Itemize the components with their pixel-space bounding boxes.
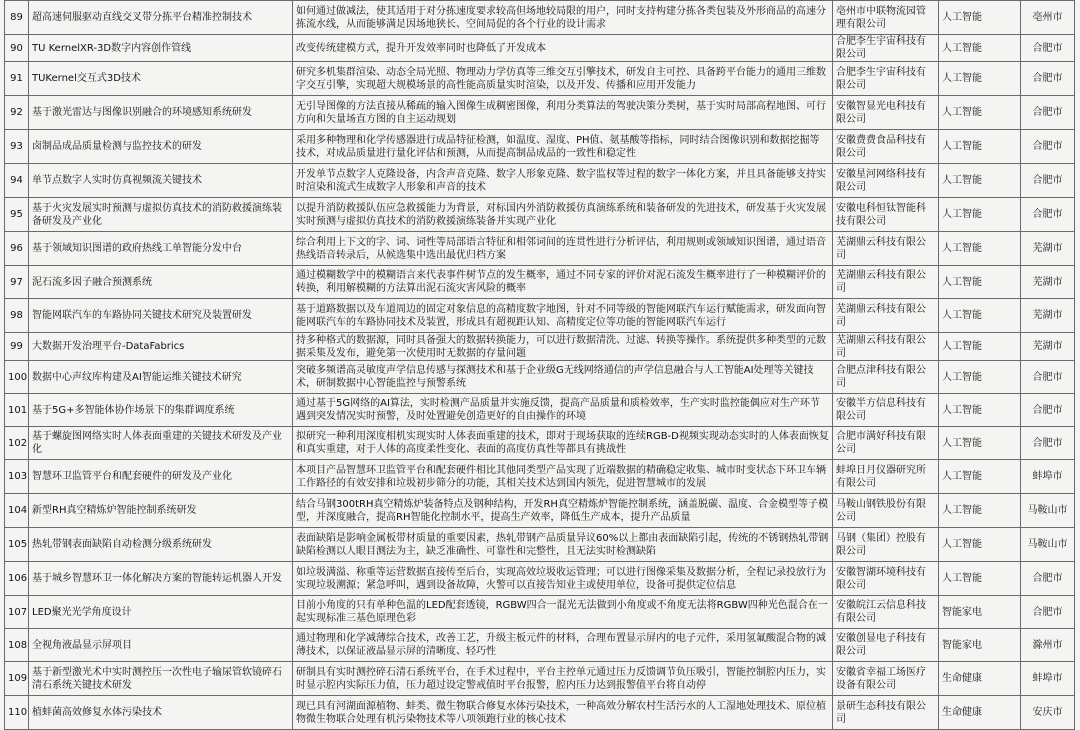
project-name — [29, 333, 293, 361]
project-table-body — [5, 1, 1075, 730]
project-name-text: 智慧环卫监管平台和配套硬件的研发及产业化 — [32, 471, 232, 482]
row-number-text: 106 — [8, 573, 28, 584]
city — [1021, 232, 1075, 266]
applicant-unit — [833, 130, 939, 164]
applicant-unit-text: 安徽星河网络科技有限公司 — [836, 168, 926, 193]
table-row — [5, 130, 1075, 164]
city — [1021, 130, 1075, 164]
project-description-text: 以提升消防救援队伍应急救援能力为背景，对标国内外消防救援仿真演练系统和装备研发的先进技术，研发基于火灾发展实时预测与虚拟仿真技术的消防救援演练装备并实现产业化 — [296, 202, 826, 227]
row-number — [5, 394, 29, 427]
row-number-text: 90 — [10, 42, 23, 54]
city-text: 亳州市 — [1032, 12, 1063, 23]
row-number-text: 96 — [10, 243, 23, 254]
technology-field-text: 人工智能 — [942, 73, 982, 84]
city — [1021, 696, 1075, 730]
technology-field-text: 人工智能 — [942, 209, 982, 220]
project-description-text: 通过模糊数学中的模糊语言来代表事件树节点的发生概率，通过不同专家的评价对泥石流发生概率进行了一种模糊评价的转换，利用解模糊的方法算出泥石流灾害风险的概率 — [296, 270, 826, 294]
city — [1021, 299, 1075, 333]
table-row — [5, 164, 1075, 198]
table-row — [5, 596, 1075, 629]
applicant-unit-text: 安徽电科恒钛智能科技有限公司 — [836, 202, 926, 227]
technology-field — [939, 596, 1021, 629]
project-description — [293, 198, 833, 232]
applicant-unit — [833, 361, 939, 394]
project-description-text: 无引导图像的方法直接从稀疏的输入图像生成稠密图像，利用分类算法的驾驶决策分类树，基于实时局部高程地图、可行方向和矢量场直方图的自主运动规划 — [296, 100, 826, 125]
applicant-unit-text: 蚌埠日月仪器研究所有限公司 — [836, 464, 926, 489]
table-row — [5, 629, 1075, 662]
project-name — [29, 427, 293, 460]
technology-field-text: 人工智能 — [942, 573, 982, 584]
project-name — [29, 1, 293, 35]
applicant-unit — [833, 266, 939, 299]
project-description-text: 表面缺陷是影响金属板带材质量的重要因素，热轧带钢产品质量异议60%以上都由表面缺陷引起，传统的不锈钢热轧带钢缺陷检测以人眼目测法为主，缺乏准确性、可靠性和完整性，且无法实时检测缺陷 — [296, 532, 829, 557]
applicant-unit-text: 马鞍山钢铁股份有限公司 — [836, 498, 926, 523]
applicant-unit-text: 芜湖鼎云科技有限公司 — [836, 236, 926, 261]
row-number-text: 93 — [10, 141, 23, 152]
technology-field-text: 人工智能 — [942, 141, 982, 152]
city-text: 滁州市 — [1032, 639, 1063, 651]
project-description-text: 改变传统建模方式，提升开发效率同时也降低了开发成本 — [296, 42, 546, 54]
project-description-text: 综合利用上下文的字、词、词性等局部语言特征和相邻词间的连贯性进行分析评估，利用规则或领域知识图谱，通过语音热线语音转录后，从候选集中选出最优归档方案 — [296, 236, 826, 261]
row-number — [5, 96, 29, 130]
technology-field-text: 人工智能 — [942, 371, 982, 383]
row-number-text: 99 — [10, 341, 23, 352]
technology-field — [939, 629, 1021, 662]
row-number — [5, 696, 29, 730]
project-name-text: 超高速伺服驱动直线交叉带分拣平台精准控制技术 — [32, 12, 252, 23]
applicant-unit — [833, 232, 939, 266]
project-description — [293, 232, 833, 266]
project-name — [29, 662, 293, 696]
project-description-text: 本项目产品智慧环卫监管平台和配套硬件相比其他同类型产品实现了近端数据的精确稳定收集、城市时变状态下环卫车辆工作路径的有效安排和垃圾初步筛分的功能，其相关技术达到国内领先，促进智慧城市的发展 — [296, 464, 826, 489]
city — [1021, 266, 1075, 299]
project-name-text: 数据中心声纹库构建及AI智能运维关键技术研究 — [32, 371, 242, 383]
applicant-unit — [833, 394, 939, 427]
project-description — [293, 1, 833, 35]
project-name-text: 泥石流多因子融合预测系统 — [32, 276, 152, 288]
row-number — [5, 1, 29, 35]
table-row — [5, 562, 1075, 596]
technology-field — [939, 198, 1021, 232]
project-description — [293, 562, 833, 596]
project-description-text: 开发单节点数字人克隆设备，内含声音克隆、数字人形象克隆、数字监权等过程的数字一体化方案，并且具备能够支持实时渲染和流式生成数字人形象和声音的技术 — [296, 168, 826, 193]
row-number-text: 108 — [8, 639, 28, 651]
row-number — [5, 361, 29, 394]
technology-field-text: 人工智能 — [942, 175, 982, 186]
city — [1021, 164, 1075, 198]
project-description-text: 研究多机集群渲染、动态全局光照、物理动力学仿真等三维交互引擎技术，研发自主可控、具备跨平台能力的通用三维数字交互引擎，实现超大规模场景的高性能高质量实时渲染，以及开发、传播和应用开发能力 — [296, 66, 826, 91]
technology-field — [939, 35, 1021, 62]
row-number-text: 101 — [8, 404, 28, 416]
project-description-text: 现已具有河湖面源植物、蚌类、微生物联合修复水体污染技术，一种高效分解农村生活污水的人工湿地处理技术、原位植物微生物联合处理有机污染物技术等八项领跑行业的核心技术 — [296, 700, 826, 725]
city — [1021, 198, 1075, 232]
row-number — [5, 333, 29, 361]
project-name — [29, 528, 293, 562]
project-description-text: 持多种格式的数据源，同时具备强大的数据转换能力，可以进行数据清洗、过滤、转换等操作。系统提供多种类型的元数据采集及发布，避免第一次使用时无数据的存量问题 — [296, 334, 826, 359]
row-number-text: 102 — [8, 437, 28, 449]
applicant-unit-text: 安徽智显光电科技有限公司 — [836, 100, 926, 125]
project-name — [29, 562, 293, 596]
project-description — [293, 427, 833, 460]
city-text: 马鞍山市 — [1027, 539, 1068, 550]
applicant-unit — [833, 662, 939, 696]
applicant-unit-text: 安徽半方信息科技有限公司 — [836, 398, 926, 422]
project-name-text: 基于激光雷达与图像识别融合的环境感知系统研发 — [32, 107, 252, 118]
project-name-text: 智能网联汽车的车路协同关键技术研究及装置研发 — [32, 310, 252, 321]
project-name-text: 大数据开发治理平台-DataFabrics — [32, 341, 185, 352]
project-table — [4, 0, 1075, 730]
city-text: 合肥市 — [1032, 371, 1063, 383]
project-description — [293, 266, 833, 299]
applicant-unit-text: 合肥李生宇宙科技有限公司 — [836, 66, 926, 91]
row-number — [5, 35, 29, 62]
technology-field-text: 人工智能 — [942, 42, 982, 54]
table-row — [5, 528, 1075, 562]
applicant-unit — [833, 299, 939, 333]
row-number — [5, 662, 29, 696]
project-description — [293, 299, 833, 333]
applicant-unit-text: 芜湖鼎云科技有限公司 — [836, 334, 926, 359]
city-text: 合肥市 — [1032, 606, 1063, 618]
project-name-text: 植蚌菌高效修复水体污染技术 — [32, 707, 162, 718]
row-number-text: 92 — [10, 107, 23, 118]
applicant-unit-text: 芜湖鼎云科技有限公司 — [836, 303, 926, 328]
project-description-text: 结合马钢300tRH真空精炼炉装备特点及钢种结构，开发RH真空精炼炉智能控制系统，涵盖脱碳、温度、合金模型等子模型，并深度融合，提高RH智能化控制水平，提高生产效率，降低生产成本，提升产品质量 — [296, 498, 828, 523]
city — [1021, 596, 1075, 629]
technology-field — [939, 333, 1021, 361]
project-description — [293, 696, 833, 730]
city — [1021, 460, 1075, 494]
applicant-unit-text: 合肥点津科技有限公司 — [836, 365, 926, 389]
table-row — [5, 266, 1075, 299]
row-number-text: 107 — [8, 606, 28, 618]
project-name-text: TUKernel交互式3D技术 — [32, 73, 141, 84]
technology-field — [939, 62, 1021, 96]
technology-field — [939, 662, 1021, 696]
project-name — [29, 629, 293, 662]
table-row — [5, 198, 1075, 232]
row-number-text: 100 — [8, 371, 28, 383]
table-row — [5, 494, 1075, 528]
applicant-unit — [833, 1, 939, 35]
city-text: 合肥市 — [1032, 573, 1063, 584]
row-number-text: 89 — [10, 12, 23, 23]
applicant-unit — [833, 164, 939, 198]
project-description — [293, 662, 833, 696]
city — [1021, 662, 1075, 696]
project-description-text: 基于道路数据以及车道周边的固定对象信息的高精度数字地图，针对不同等级的智能网联汽车运行赋能需求，研发面向智能网联汽车的车路协同技术及装置，形成具有超视距认知、高精度定位等功能的智能网联汽车运行 — [296, 303, 826, 328]
city — [1021, 35, 1075, 62]
table-row — [5, 427, 1075, 460]
city — [1021, 562, 1075, 596]
technology-field — [939, 494, 1021, 528]
project-description-text: 通过物理和化学减薄综合技术，改善工艺，升级主板元件的材料，合理布置显示屏内的电子元件，采用氢氟酸混合物的减薄技术，以保证液晶显示屏的清晰度、轻巧性 — [296, 633, 826, 657]
project-name — [29, 299, 293, 333]
project-description — [293, 62, 833, 96]
project-name-text: 热轧带钢表面缺陷自动检测分级系统研发 — [32, 539, 212, 550]
city-text: 合肥市 — [1032, 141, 1063, 152]
project-name-text: 新型RH真空精炼炉智能控制系统研发 — [32, 505, 197, 516]
technology-field-text: 人工智能 — [942, 310, 982, 321]
city-text: 合肥市 — [1032, 404, 1063, 416]
technology-field-text: 人工智能 — [942, 471, 982, 482]
applicant-unit — [833, 96, 939, 130]
table-row — [5, 696, 1075, 730]
applicant-unit — [833, 333, 939, 361]
city-text: 合肥市 — [1032, 107, 1063, 118]
project-description-text: 如垃圾满溢、称重等运营数据直接传至后台，实现高效垃圾收运管理；可以进行图像采集及数据分析，全程记录投放行为实现垃圾溯源；紧急呼叫，遇到设备故障，火警可以直接告知业主或使用单位，设备可提供定位信息 — [296, 566, 826, 591]
city-text: 芜湖市 — [1032, 243, 1063, 254]
table-row — [5, 361, 1075, 394]
project-name — [29, 394, 293, 427]
city-text: 蚌埠市 — [1032, 673, 1063, 684]
project-name-text: 单节点数字人实时仿真视频流关键技术 — [32, 175, 202, 186]
applicant-unit — [833, 528, 939, 562]
applicant-unit-text: 合肥李生宇宙科技有限公司 — [836, 36, 926, 60]
technology-field-text: 人工智能 — [942, 12, 982, 23]
project-name-text: LED聚光光学角度设计 — [32, 606, 132, 618]
project-name — [29, 130, 293, 164]
project-description — [293, 333, 833, 361]
city — [1021, 361, 1075, 394]
project-name — [29, 164, 293, 198]
technology-field — [939, 232, 1021, 266]
city-text: 芜湖市 — [1032, 310, 1063, 321]
table-row — [5, 96, 1075, 130]
project-name-text: 基于螺旋图网络实时人体表面重建的关键技术研发及产业化 — [32, 431, 282, 455]
project-description — [293, 494, 833, 528]
technology-field — [939, 130, 1021, 164]
project-description-text: 通过基于5G网络的AI算法，实时检测产品质量并实施反馈，提高产品质量和质检效率，生产实时监控能偶应对生产环节遇到突发情况实时预警，及时处置避免创造更好的自由操作的环境 — [296, 398, 820, 422]
city-text: 马鞍山市 — [1027, 505, 1068, 516]
project-description — [293, 596, 833, 629]
applicant-unit-text: 景研生态科技有限公司 — [836, 700, 926, 725]
project-name-text: 基于城乡智慧环卫一体化解决方案的智能转运机器人开发 — [32, 573, 282, 584]
applicant-unit-text: 安徽费费食品科技有限公司 — [836, 134, 926, 159]
applicant-unit-text: 安徽皖江云信息科技有限公司 — [836, 600, 926, 624]
project-name-text: 基于火灾发展实时预测与虚拟仿真技术的消防救援演练装备研发及产业化 — [32, 202, 282, 227]
city-text: 合肥市 — [1032, 73, 1063, 84]
project-name-text: 全视角液晶显示屏项目 — [32, 639, 132, 651]
project-name — [29, 35, 293, 62]
applicant-unit — [833, 562, 939, 596]
technology-field-text: 人工智能 — [942, 107, 982, 118]
table-row — [5, 299, 1075, 333]
table-row — [5, 35, 1075, 62]
row-number-text: 91 — [10, 73, 23, 84]
technology-field-text: 人工智能 — [942, 505, 982, 516]
project-description-text: 拟研究一种利用深度相机实现实时人体表面重建的技术，即对于现场获取的连续RGB-D视频实现动态实时的人体表面恢复和真实重建，对于人体的高度柔性变化、表面的高度仿真性等都具有挑战性 — [296, 431, 829, 455]
project-description-text: 研制具有实时测控碎石清石系统平台，在手术过程中，平台主控单元通过压力反馈调节负压吸引，智能控制腔内压力，实时显示腔内实际压力值，压力超过设定警戒值时平台报警，腔内压力达到报警值平台将自动停 — [296, 666, 826, 691]
project-description — [293, 96, 833, 130]
project-description-text: 如何通过做减法，使其适用于对分拣速度要求较高但场地较局限的用户，同时支持构建分拣各类包装及外形商品的高速分拣流水线，从而能够满足因场地狭长、空间局促的各个行业的设计需求 — [296, 5, 826, 30]
row-number — [5, 232, 29, 266]
project-description-text: 采用多种物理和化学传感器进行成品特征检测，如温度、湿度、PH值、氨基酸等指标，同时结合图像识别和数据挖掘等技术，对成品质量进行量化评估和预测，从而提高制品成品的一致性和稳定性 — [296, 134, 820, 159]
technology-field-text: 人工智能 — [942, 437, 982, 449]
project-name-text: 基于领域知识图谱的政府热线工单智能分发中台 — [32, 243, 242, 254]
row-number — [5, 562, 29, 596]
technology-field-text: 人工智能 — [942, 341, 982, 352]
technology-field — [939, 528, 1021, 562]
technology-field — [939, 427, 1021, 460]
technology-field-text: 生命健康 — [942, 673, 982, 684]
row-number-text: 97 — [10, 276, 23, 288]
technology-field — [939, 164, 1021, 198]
technology-field-text: 生命健康 — [942, 707, 982, 718]
city — [1021, 427, 1075, 460]
applicant-unit — [833, 460, 939, 494]
city-text: 安庆市 — [1032, 707, 1063, 718]
city — [1021, 528, 1075, 562]
project-description — [293, 460, 833, 494]
row-number — [5, 164, 29, 198]
technology-field — [939, 266, 1021, 299]
row-number — [5, 427, 29, 460]
project-name — [29, 232, 293, 266]
row-number — [5, 266, 29, 299]
city-text: 合肥市 — [1032, 42, 1063, 54]
project-name-text: 卤制品成品质量检测与监控技术的研发 — [32, 141, 202, 152]
applicant-unit — [833, 198, 939, 232]
city — [1021, 62, 1075, 96]
project-name — [29, 62, 293, 96]
technology-field — [939, 1, 1021, 35]
technology-field — [939, 562, 1021, 596]
project-description — [293, 164, 833, 198]
row-number — [5, 130, 29, 164]
project-description — [293, 528, 833, 562]
row-number — [5, 596, 29, 629]
city-text: 芜湖市 — [1032, 341, 1063, 352]
city — [1021, 494, 1075, 528]
applicant-unit-text: 合肥市满好科技有限公司 — [836, 431, 926, 455]
project-name — [29, 596, 293, 629]
city-text: 芜湖市 — [1032, 276, 1063, 288]
city — [1021, 629, 1075, 662]
row-number-text: 104 — [8, 505, 28, 516]
project-name — [29, 198, 293, 232]
project-name-text: 基于5G+多智能体协作场景下的集群调度系统 — [32, 404, 235, 416]
applicant-unit — [833, 427, 939, 460]
project-name — [29, 96, 293, 130]
city-text: 蚌埠市 — [1032, 471, 1063, 482]
row-number-text: 105 — [8, 539, 28, 550]
table-row — [5, 1, 1075, 35]
city-text: 合肥市 — [1032, 209, 1063, 220]
applicant-unit — [833, 629, 939, 662]
technology-field-text: 人工智能 — [942, 404, 982, 416]
technology-field-text: 人工智能 — [942, 539, 982, 550]
applicant-unit-text: 亳州市中联物流园管理有限公司 — [836, 5, 926, 30]
applicant-unit — [833, 596, 939, 629]
table-row — [5, 333, 1075, 361]
applicant-unit — [833, 62, 939, 96]
city — [1021, 394, 1075, 427]
project-description — [293, 394, 833, 427]
city-text: 合肥市 — [1032, 175, 1063, 186]
row-number-text: 95 — [10, 209, 23, 220]
technology-field — [939, 299, 1021, 333]
project-name-text: TU KernelXR-3D数字内容创作管线 — [32, 42, 192, 54]
technology-field-text: 智能家电 — [942, 606, 982, 618]
technology-field — [939, 696, 1021, 730]
project-name — [29, 266, 293, 299]
table-row — [5, 232, 1075, 266]
row-number — [5, 528, 29, 562]
technology-field-text: 智能家电 — [942, 639, 982, 651]
city — [1021, 333, 1075, 361]
row-number — [5, 62, 29, 96]
project-name — [29, 460, 293, 494]
applicant-unit-text: 安徽省幸福工场医疗设备有限公司 — [836, 666, 926, 691]
project-name — [29, 361, 293, 394]
applicant-unit-text: 芜湖鼎云科技有限公司 — [836, 270, 926, 294]
applicant-unit — [833, 494, 939, 528]
row-number — [5, 494, 29, 528]
project-description-text: 突破多频谱高灵敏度声学信息传感与探测技术和基于企业级G无线网络通信的声学信息融合与人工智能AI处理等关键技术，研制数据中心智能监控与预警系统 — [296, 365, 814, 389]
project-description — [293, 130, 833, 164]
row-number — [5, 629, 29, 662]
row-number-text: 98 — [10, 310, 23, 321]
project-description — [293, 35, 833, 62]
project-description — [293, 629, 833, 662]
row-number — [5, 299, 29, 333]
applicant-unit-text: 马钢（集团）控股有限公司 — [836, 532, 926, 557]
applicant-unit — [833, 35, 939, 62]
technology-field-text: 人工智能 — [942, 276, 982, 288]
table-row — [5, 460, 1075, 494]
project-description — [293, 361, 833, 394]
city-text: 合肥市 — [1032, 437, 1063, 449]
city — [1021, 1, 1075, 35]
technology-field — [939, 394, 1021, 427]
city — [1021, 96, 1075, 130]
row-number-text: 110 — [8, 707, 28, 718]
project-description-text: 目前小角度的只有单种色温的LED配套透镜，RGBW四合一混光无法做到小角度或不角度无法将RGBW四种光色混合在一起实现标准三基色原理色彩 — [296, 600, 828, 624]
applicant-unit-text: 安徽创显电子科技有限公司 — [836, 633, 926, 657]
technology-field — [939, 361, 1021, 394]
row-number-text: 109 — [8, 673, 28, 684]
table-row — [5, 662, 1075, 696]
table-row — [5, 394, 1075, 427]
row-number-text: 94 — [10, 175, 23, 186]
project-name-text: 基于新型激光术中实时测控压一次性电子输尿管软镜碎石清石系统关键技术研发 — [32, 666, 282, 691]
technology-field — [939, 96, 1021, 130]
row-number — [5, 198, 29, 232]
applicant-unit — [833, 696, 939, 730]
technology-field — [939, 460, 1021, 494]
applicant-unit-text: 安徽智湖环境科技有限公司 — [836, 566, 926, 591]
row-number-text: 103 — [8, 471, 28, 482]
project-name — [29, 494, 293, 528]
table-row — [5, 62, 1075, 96]
row-number — [5, 460, 29, 494]
technology-field-text: 人工智能 — [942, 243, 982, 254]
project-name — [29, 696, 293, 730]
